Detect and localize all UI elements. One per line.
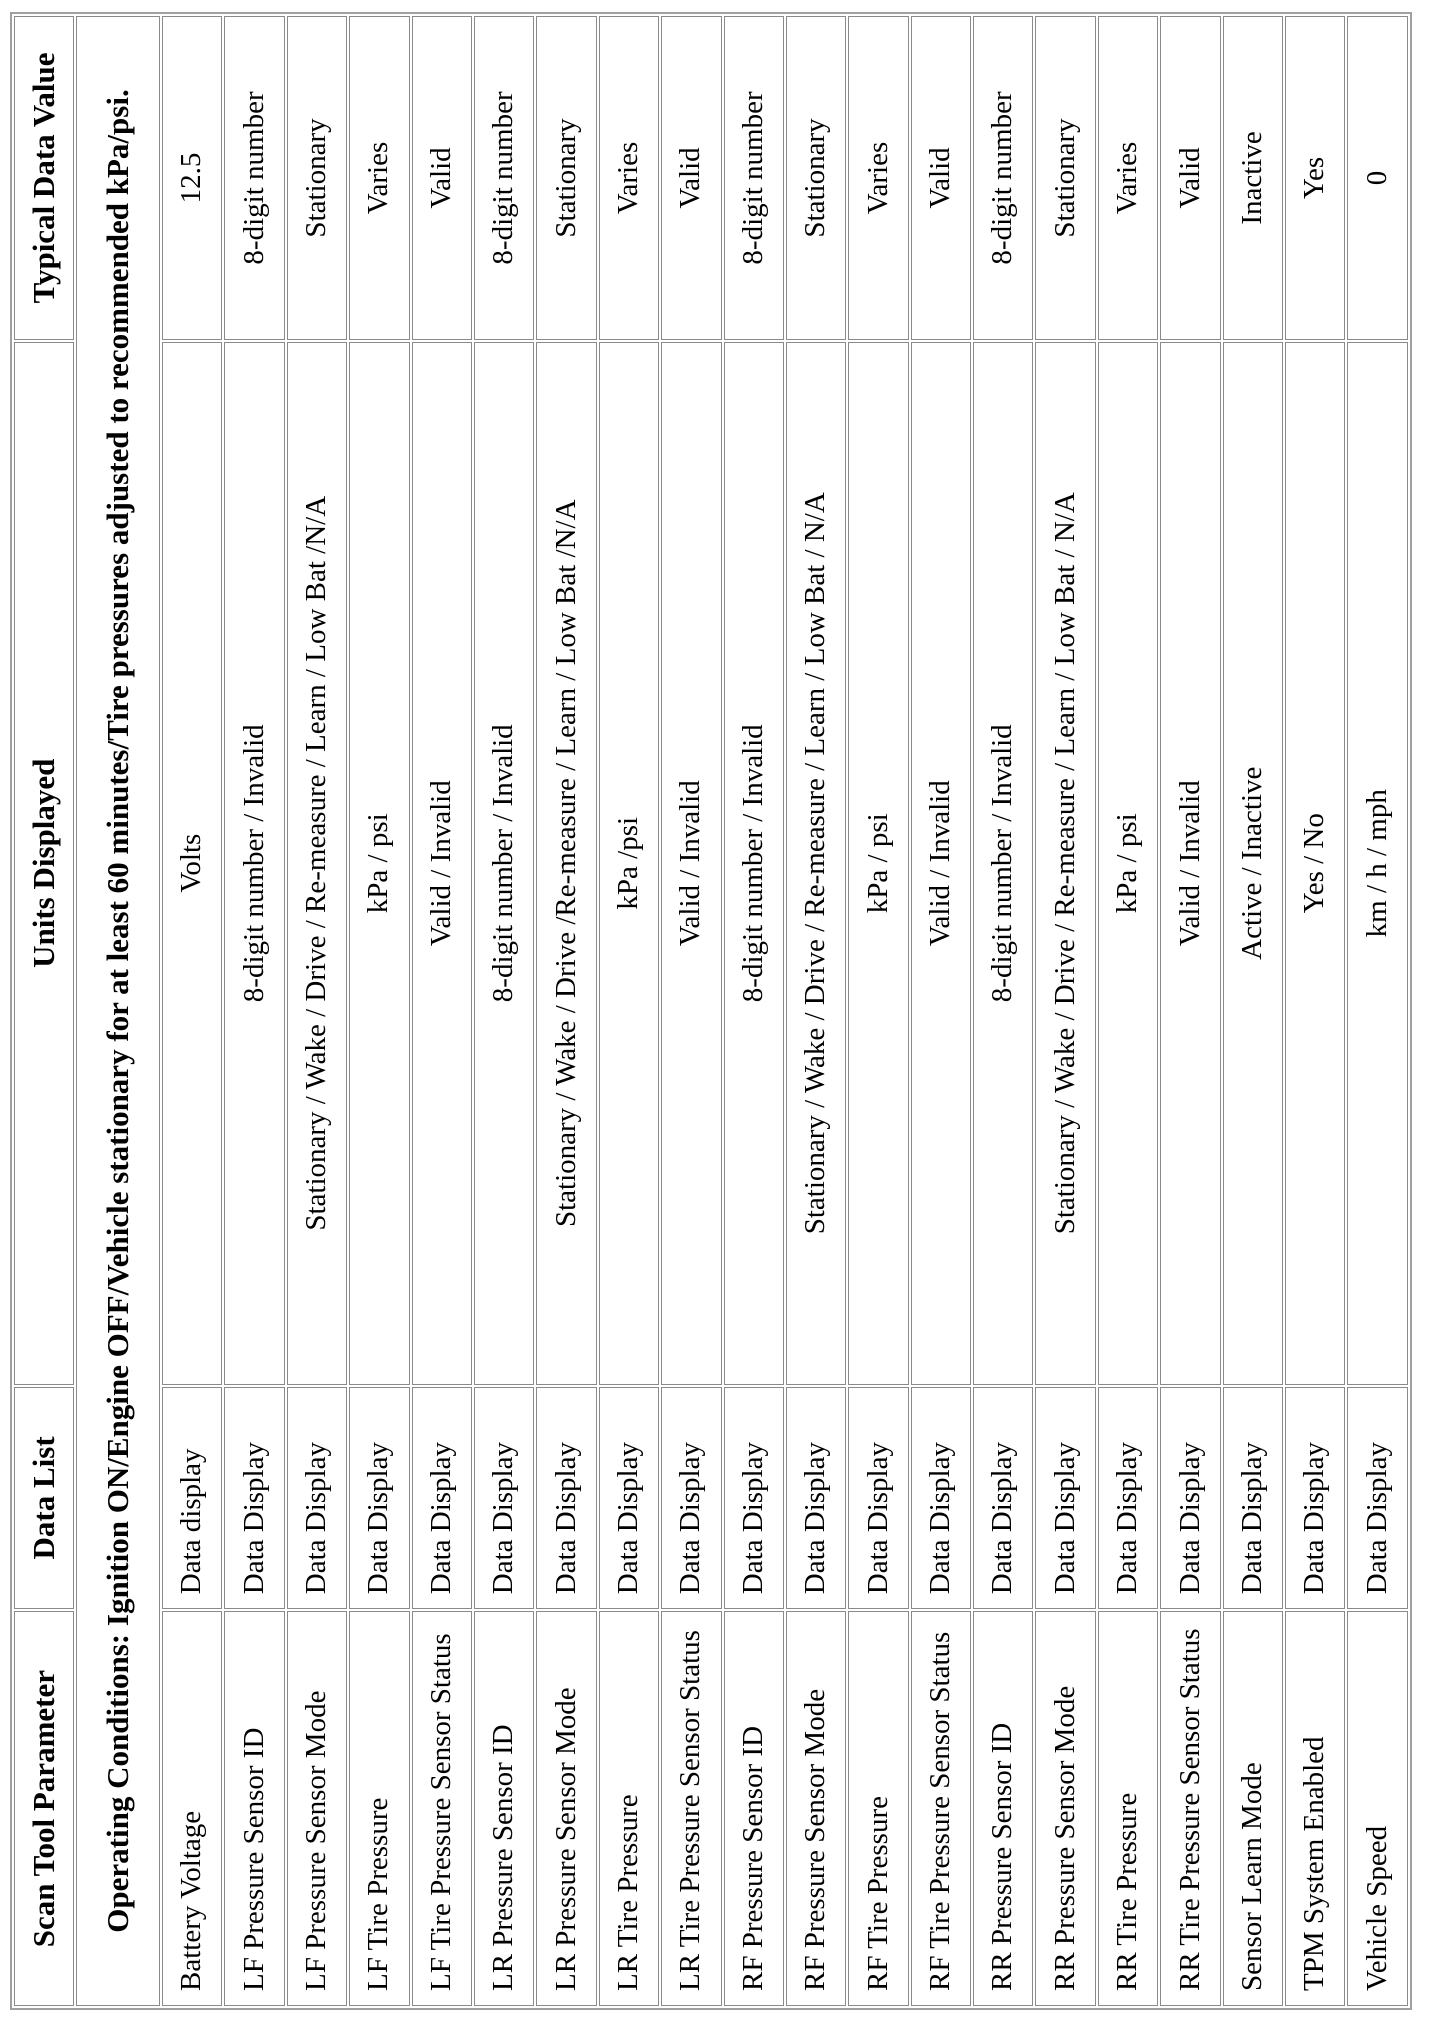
typical-data-value-cell: 12.5	[162, 16, 222, 340]
scan-tool-parameter-cell: LF Pressure Sensor Mode	[287, 1611, 347, 2006]
typical-data-value-cell: Varies	[349, 16, 409, 340]
units-displayed-cell: Yes / No	[1285, 342, 1345, 1385]
units-displayed-cell: km / h / mph	[1347, 342, 1408, 1385]
scan-tool-parameter-cell: LR Pressure Sensor Mode	[536, 1611, 596, 2006]
table-row	[349, 16, 409, 2006]
data-list-cell: Data Display	[224, 1387, 284, 1610]
table-header-row	[14, 16, 74, 2006]
table-row	[599, 16, 659, 2006]
data-list-cell: Data Display	[911, 1387, 971, 1610]
typical-data-value-cell: 0	[1347, 16, 1408, 340]
units-displayed-cell: 8-digit number / Invalid	[724, 342, 784, 1385]
scan-tool-parameter-cell: RF Pressure Sensor ID	[724, 1611, 784, 2006]
units-displayed-cell: kPa / psi	[1098, 342, 1158, 1385]
scan-tool-parameter-cell: Battery Voltage	[162, 1611, 222, 2006]
data-list-cell: Data Display	[786, 1387, 846, 1610]
typical-data-value-cell: Valid	[1160, 16, 1220, 340]
typical-data-value-cell: 8-digit number	[973, 16, 1033, 340]
scan-tool-parameter-cell: TPM System Enabled	[1285, 1611, 1345, 2006]
table-row	[224, 16, 284, 2006]
data-list-cell: Data Display	[724, 1387, 784, 1610]
typical-data-value-cell: 8-digit number	[224, 16, 284, 340]
units-displayed-cell: Stationary / Wake / Drive / Re-measure / Learn / Low Bat / N/A	[786, 342, 846, 1385]
table-row	[474, 16, 534, 2006]
table-row	[724, 16, 784, 2006]
scan-tool-parameter-cell: RF Tire Pressure Sensor Status	[911, 1611, 971, 2006]
table-row	[162, 16, 222, 2006]
units-displayed-cell: Stationary / Wake / Drive /Re-measure / Learn / Low Bat /N/A	[536, 342, 596, 1385]
data-list-cell: Data Display	[661, 1387, 721, 1610]
units-displayed-cell: Active / Inactive	[1223, 342, 1283, 1385]
typical-data-value-cell: Varies	[599, 16, 659, 340]
scan-tool-parameter-cell: RR Pressure Sensor Mode	[1035, 1611, 1095, 2006]
typical-data-value-cell: 8-digit number	[724, 16, 784, 340]
scan-tool-parameter-cell: LR Tire Pressure	[599, 1611, 659, 2006]
table-row	[1347, 16, 1408, 2006]
typical-data-value-cell: Yes	[1285, 16, 1345, 340]
units-displayed-cell: Stationary / Wake / Drive / Re-measure / Learn / Low Bat / N/A	[1035, 342, 1095, 1385]
scan-tool-parameter-cell: RR Tire Pressure Sensor Status	[1160, 1611, 1220, 2006]
scan-tool-parameter-cell: RF Tire Pressure	[848, 1611, 908, 2006]
table-row	[1035, 16, 1095, 2006]
data-list-cell: Data Display	[349, 1387, 409, 1610]
scan-tool-parameter-cell: LR Pressure Sensor ID	[474, 1611, 534, 2006]
header-data-list: Data List	[14, 1387, 74, 1610]
table-row	[536, 16, 596, 2006]
header-scan-tool-parameter: Scan Tool Parameter	[14, 1611, 74, 2006]
header-typical-data-value: Typical Data Value	[14, 16, 74, 340]
typical-data-value-cell: Inactive	[1223, 16, 1283, 340]
units-displayed-cell: Volts	[162, 342, 222, 1385]
table-row	[786, 16, 846, 2006]
typical-data-value-cell: Stationary	[287, 16, 347, 340]
operating-conditions: Operating Conditions: Ignition ON/Engine OFF/Vehicle stationary for at least 60 minutes/Tire pressures adjusted to recommended kPa/psi.	[76, 16, 160, 2006]
typical-data-value-cell: Stationary	[786, 16, 846, 340]
data-list-cell: Data Display	[973, 1387, 1033, 1610]
scan-tool-parameter-cell: Vehicle Speed	[1347, 1611, 1408, 2006]
units-displayed-cell: Valid / Invalid	[412, 342, 472, 1385]
typical-data-value-cell: Valid	[412, 16, 472, 340]
units-displayed-cell: 8-digit number / Invalid	[224, 342, 284, 1385]
data-list-cell: Data Display	[1160, 1387, 1220, 1610]
table-row	[973, 16, 1033, 2006]
units-displayed-cell: Valid / Invalid	[1160, 342, 1220, 1385]
header-units-displayed: Units Displayed	[14, 342, 74, 1385]
data-list-cell: Data Display	[1035, 1387, 1095, 1610]
scan-tool-parameter-cell: LF Tire Pressure Sensor Status	[412, 1611, 472, 2006]
typical-data-value-cell: Valid	[661, 16, 721, 340]
typical-data-value-cell: Varies	[848, 16, 908, 340]
scan-tool-parameter-cell: RR Pressure Sensor ID	[973, 1611, 1033, 2006]
table-row	[1223, 16, 1283, 2006]
scan-tool-parameter-cell: LF Tire Pressure	[349, 1611, 409, 2006]
scan-tool-parameter-cell: RR Tire Pressure	[1098, 1611, 1158, 2006]
table-row	[1160, 16, 1220, 2006]
table-row	[1285, 16, 1345, 2006]
scan-tool-parameter-cell: RF Pressure Sensor Mode	[786, 1611, 846, 2006]
data-list-cell: Data Display	[412, 1387, 472, 1610]
table-row	[1098, 16, 1158, 2006]
data-list-cell: Data Display	[848, 1387, 908, 1610]
units-displayed-cell: Stationary / Wake / Drive / Re-measure / Learn / Low Bat /N/A	[287, 342, 347, 1385]
data-list-cell: Data Display	[474, 1387, 534, 1610]
data-list-cell: Data Display	[1223, 1387, 1283, 1610]
typical-data-value-cell: Varies	[1098, 16, 1158, 340]
table-row	[661, 16, 721, 2006]
units-displayed-cell: Valid / Invalid	[661, 342, 721, 1385]
units-displayed-cell: kPa / psi	[349, 342, 409, 1385]
units-displayed-cell: Valid / Invalid	[911, 342, 971, 1385]
data-list-cell: Data Display	[599, 1387, 659, 1610]
scan-tool-parameter-cell: LF Pressure Sensor ID	[224, 1611, 284, 2006]
table-row	[848, 16, 908, 2006]
table-row	[287, 16, 347, 2006]
data-list-cell: Data Display	[1285, 1387, 1345, 1610]
units-displayed-cell: kPa / psi	[848, 342, 908, 1385]
data-list-cell: Data Display	[1098, 1387, 1158, 1610]
scan-tool-parameter-cell: Sensor Learn Mode	[1223, 1611, 1283, 2006]
data-list-cell: Data display	[162, 1387, 222, 1610]
units-displayed-cell: 8-digit number / Invalid	[474, 342, 534, 1385]
data-list-cell: Data Display	[287, 1387, 347, 1610]
units-displayed-cell: 8-digit number / Invalid	[973, 342, 1033, 1385]
typical-data-value-cell: Stationary	[536, 16, 596, 340]
typical-data-value-cell: Valid	[911, 16, 971, 340]
data-list-cell: Data Display	[536, 1387, 596, 1610]
table-row	[911, 16, 971, 2006]
typical-data-value-cell: Stationary	[1035, 16, 1095, 340]
units-displayed-cell: kPa /psi	[599, 342, 659, 1385]
scan-tool-data-table	[10, 12, 1412, 2010]
table-row	[412, 16, 472, 2006]
typical-data-value-cell: 8-digit number	[474, 16, 534, 340]
scan-tool-parameter-cell: LR Tire Pressure Sensor Status	[661, 1611, 721, 2006]
data-list-cell: Data Display	[1347, 1387, 1408, 1610]
operating-conditions-row	[76, 16, 160, 2006]
